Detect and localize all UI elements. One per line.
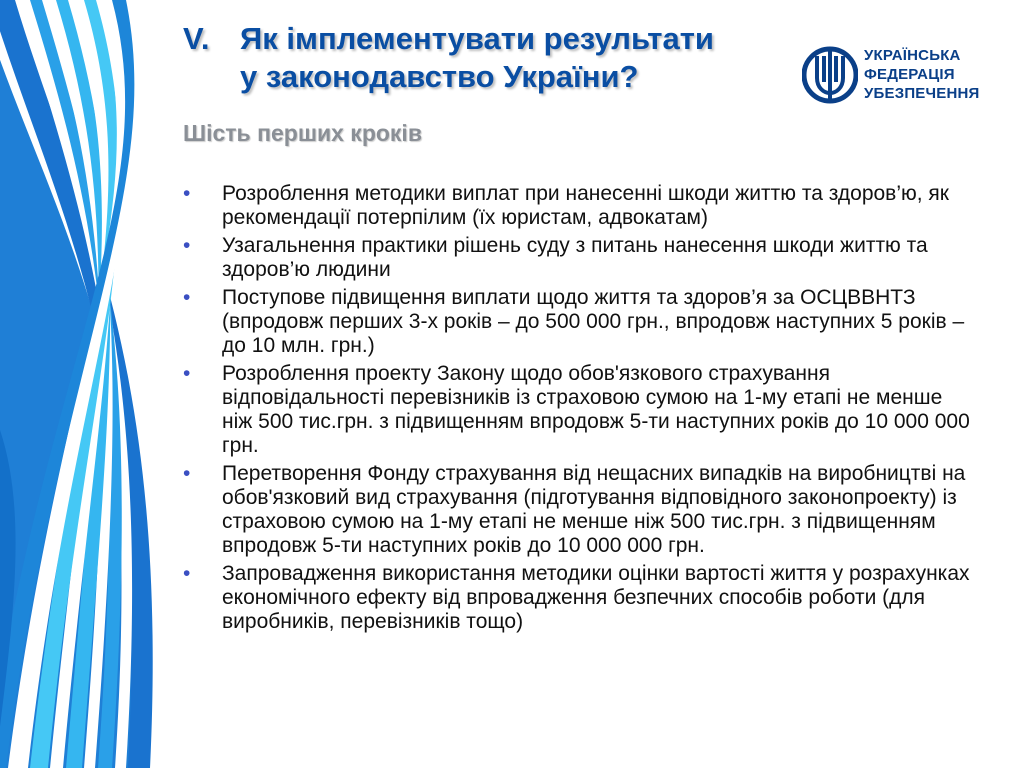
logo-text (864, 46, 980, 103)
list-item-text: Розроблення проекту Закону щодо обов'язкового страхування відповідальності перевізників із страховою сумою на 1-му етапі не менше ніж 500 тис.грн. з підвищенням впродовж 5-ти наступних років до 10 000 000 грн. (222, 362, 970, 457)
section-number: V. (183, 21, 210, 56)
title-line-1: Як імплементувати результати (240, 21, 714, 56)
list-item-text: Розроблення методики виплат при нанесенні шкоди життю та здоров’ю, як рекомендації потерпілим (їх юристам, адвокатам) (222, 182, 949, 229)
federation-logo (802, 42, 987, 108)
list-item (183, 182, 973, 230)
logo-line-3: УБЕЗПЕЧЕННЯ (864, 85, 980, 102)
trident-logo-icon (802, 42, 858, 108)
bullet-dot-icon: • (183, 234, 191, 257)
bullet-dot-icon: • (183, 286, 191, 309)
list-item-text: Узагальнення практики рішень суду з питань нанесення шкоди життю та здоров’ю людини (222, 234, 928, 281)
decorative-stripes (0, 0, 165, 768)
list-item (183, 462, 973, 558)
list-item (183, 286, 973, 358)
bullet-dot-icon: • (183, 182, 191, 205)
logo-line-2: ФЕДЕРАЦІЯ (864, 66, 955, 83)
list-item (183, 562, 973, 634)
slide-subtitle: Шість перших кроків (183, 120, 422, 146)
slide-title (183, 20, 793, 96)
title-line-2: у законодавство України? (240, 59, 639, 94)
list-item-text: Запровадження використання методики оцінки вартості життя у розрахунках економічного ефекту від впровадження безпечних способів роботи (для виробників, перевізників тощо) (222, 562, 970, 633)
list-item (183, 362, 973, 458)
bullet-dot-icon: • (183, 362, 191, 385)
bullet-dot-icon: • (183, 562, 191, 585)
bullet-dot-icon: • (183, 462, 191, 485)
logo-line-1: УКРАЇНСЬКА (864, 47, 961, 64)
list-item (183, 234, 973, 282)
list-item-text: Поступове підвищення виплати щодо життя та здоров’я за ОСЦВВНТЗ (впродовж перших 3-х років – до 500 000 грн., впродовж наступних 5 років – до 10 млн. грн.) (222, 286, 965, 357)
list-item-text: Перетворення Фонду страхування від нещасних випадків на виробництві на обов'язковий вид страхування (підготування відповідного законопроекту) із страховою сумою на 1-му етапі не менше ніж 500 тис.грн. з підвищенням впродовж 5-ти наступних років до 10 000 000 грн. (222, 462, 966, 557)
bullet-list (183, 182, 973, 638)
